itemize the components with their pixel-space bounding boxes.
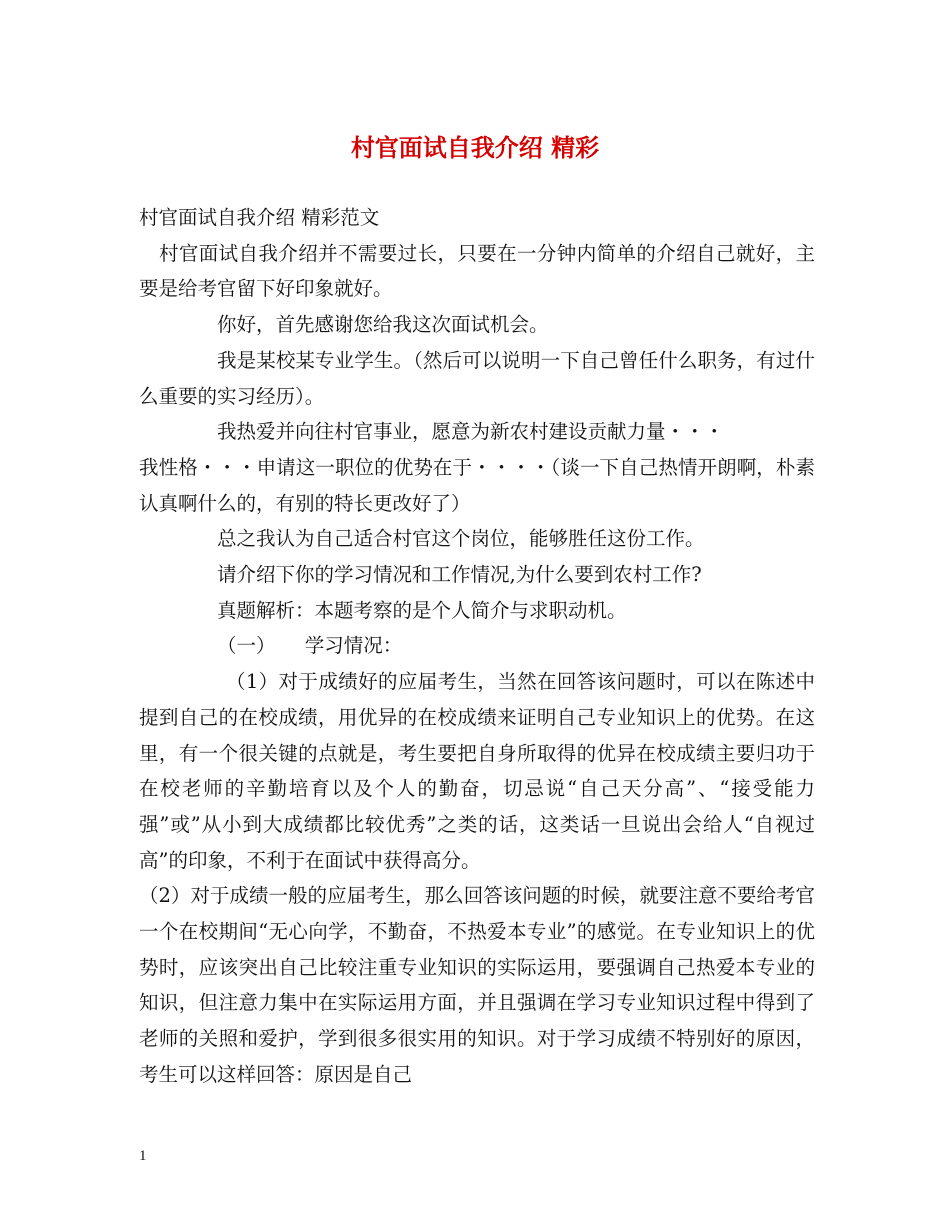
paragraph: （1）对于成绩好的应届考生，当然在回答该问题时，可以在陈述中提到自己的在校成绩，用优异的在校成绩来证明自己专业知识上的优势。在这里，有一个很关键的点就是，考生要把自身所取得的优异在校成绩主要归功于在校老师的辛勤培育以及个人的勤奋，切忌说“自己天分高”、“接受能力强”或”从小到大成绩都比较优秀”之类的话，这类话一旦说出会给人“自视过高”的印象，不利于在面试中获得高分。 [139, 670, 815, 872]
paragraph: 你好，首先感谢您给我这次面试机会。 [217, 313, 549, 337]
page-number: 1 [139, 1148, 147, 1164]
document-body [139, 200, 815, 1093]
section-heading: （一） 学习情况： [217, 634, 403, 658]
paragraph: 我性格・・・申请这一职位的优势在于・・・・（谈一下自己热情开朗啊，朴素认真啊什么的，有别的特长更改好了） [139, 455, 815, 515]
document-subtitle: 村官面试自我介绍 精彩范文 [139, 206, 380, 229]
paragraph: 我热爱并向往村官事业，愿意为新农村建设贡献力量・・・ [217, 420, 725, 444]
paragraph: 村官面试自我介绍并不需要过长，只要在一分钟内简单的介绍自己就好，主要是给考官留下好印象就好。 [139, 241, 815, 301]
document-title: 村官面试自我介绍 精彩 [350, 133, 600, 162]
paragraph: 我是某校某专业学生。（然后可以说明一下自己曾任什么职务，有过什么重要的实习经历）。 [139, 348, 815, 408]
paragraph: 总之我认为自己适合村官这个岗位，能够胜任这份工作。 [217, 527, 705, 551]
paragraph: （2）对于成绩一般的应届考生，那么回答该问题的时候，就要注意不要给考官一个在校期间“无心向学，不勤奋，不热爱本专业”的感觉。在专业知识上的优势时，应该突出自己比较注重专业知识的实际运用，要强调自己热爱本专业的知识，但注意力集中在实际运用方面，并且强调在学习专业知识过程中得到了老师的关照和爱护，学到很多很实用的知识。对于学习成绩不特别好的原因，考生可以这样回答：原因是自己 [139, 884, 815, 1086]
paragraph: 真题解析：本题考察的是个人简介与求职动机。 [217, 598, 627, 622]
paragraph: 请介绍下你的学习情况和工作情况,为什么要到农村工作? [217, 563, 702, 587]
